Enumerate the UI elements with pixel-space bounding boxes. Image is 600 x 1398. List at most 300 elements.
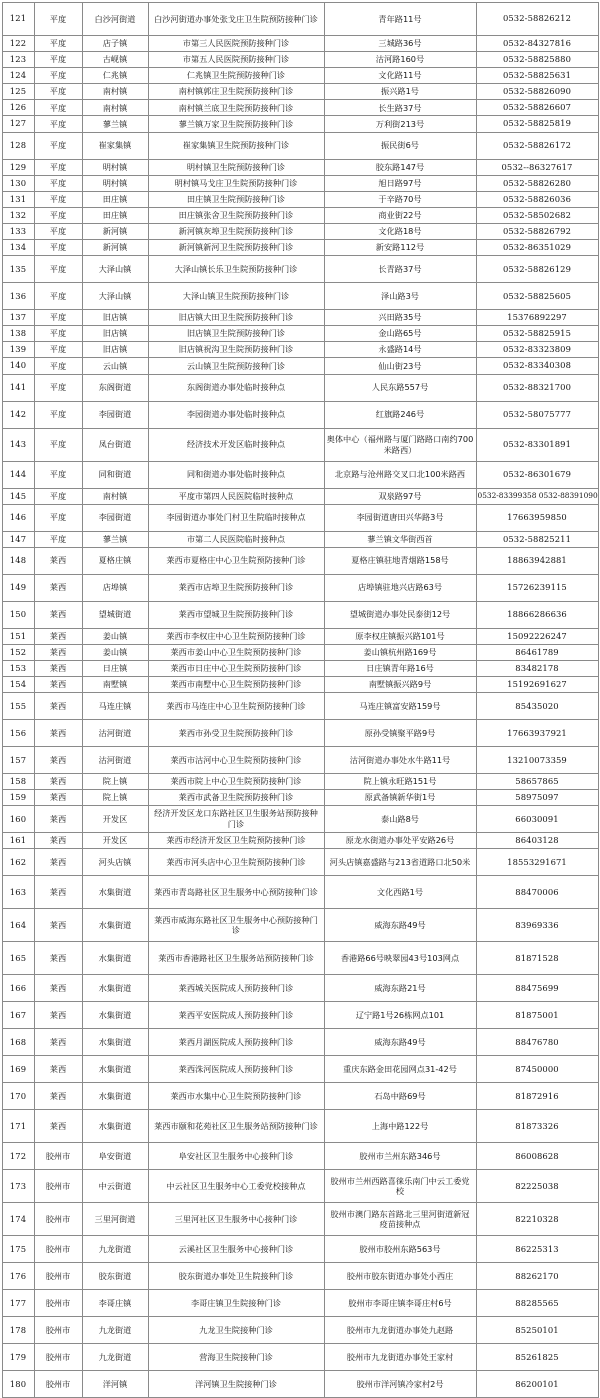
cell-address: 胶州市澳门路东首路北三里河街道新冠疫苗接种点 [324,1203,476,1236]
cell-clinic: 市第五人民医院预防接种门诊 [148,52,324,68]
cell-index: 132 [2,207,34,223]
cell-phone: 85250101 [476,1317,598,1344]
cell-district: 莱西 [34,1029,82,1056]
cell-district: 平度 [34,159,82,175]
cell-phone: 86461789 [476,644,598,660]
table-row [2,644,598,660]
cell-index: 136 [2,283,34,310]
cell-town: 明村镇 [82,175,148,191]
cell-district: 平度 [34,326,82,342]
cell-town: 姜山镇 [82,644,148,660]
cell-town: 大泽山镇 [82,283,148,310]
cell-district: 平度 [34,132,82,159]
cell-index: 138 [2,326,34,342]
table-row [2,1344,598,1371]
cell-address: 日庄镇青年路16号 [324,660,476,676]
cell-district: 莱西 [34,1083,82,1110]
vaccination-site-table [2,2,599,1398]
cell-address: 旭日路97号 [324,175,476,191]
table-row [2,132,598,159]
cell-address: 原武备镇新华街1号 [324,790,476,806]
cell-district: 莱西 [34,1056,82,1083]
cell-district: 平度 [34,283,82,310]
cell-index: 156 [2,720,34,747]
cell-address: 青年路11号 [324,3,476,36]
cell-district: 胶州市 [34,1344,82,1371]
cell-town: 旧店镇 [82,342,148,358]
cell-district: 莱西 [34,747,82,774]
cell-clinic: 云溪社区卫生服务中心接种门诊 [148,1236,324,1263]
table-row [2,676,598,692]
cell-address: 文化西路1号 [324,876,476,909]
cell-phone: 0532-83340308 [476,358,598,374]
cell-town: 南村镇 [82,100,148,116]
cell-phone: 0532-58826090 [476,84,598,100]
cell-index: 171 [2,1110,34,1143]
table-row [2,1317,598,1344]
cell-town: 南墅镇 [82,676,148,692]
cell-index: 158 [2,774,34,790]
cell-district: 平度 [34,401,82,428]
cell-phone: 15192691627 [476,676,598,692]
cell-index: 137 [2,310,34,326]
cell-clinic: 莱西市院上中心卫生院预防接种门诊 [148,774,324,790]
table-row [2,909,598,942]
table-row [2,223,598,239]
table-row [2,1029,598,1056]
cell-district: 莱西 [34,909,82,942]
cell-district: 平度 [34,358,82,374]
cell-address: 夏格庄镇驻地青烟路158号 [324,547,476,574]
cell-phone: 81875001 [476,1002,598,1029]
table-row [2,1203,598,1236]
table-row [2,207,598,223]
cell-index: 149 [2,574,34,601]
table-row [2,1263,598,1290]
cell-index: 128 [2,132,34,159]
cell-town: 日庄镇 [82,660,148,676]
cell-district: 平度 [34,52,82,68]
table-row [2,531,598,547]
cell-town: 河头店镇 [82,849,148,876]
cell-clinic: 莱西市马连庄中心卫生院预防接种门诊 [148,693,324,720]
table-row [2,461,598,488]
cell-index: 146 [2,504,34,531]
cell-district: 莱西 [34,849,82,876]
cell-address: 万利街213号 [324,116,476,132]
cell-clinic: 中云社区卫生服务中心工委党校接种点 [148,1170,324,1203]
cell-district: 莱西 [34,676,82,692]
cell-address: 店埠镇驻地兴店路63号 [324,574,476,601]
cell-phone: 0532-58825880 [476,52,598,68]
cell-phone: 86200101 [476,1371,598,1398]
cell-index: 168 [2,1029,34,1056]
cell-index: 139 [2,342,34,358]
cell-clinic: 莱西市夏格庄中心卫生院预防接种门诊 [148,547,324,574]
cell-clinic: 明村镇卫生院预防接种门诊 [148,159,324,175]
cell-address: 马连庄镇富安路159号 [324,693,476,720]
cell-phone: 0532-86351029 [476,240,598,256]
cell-clinic: 李园街道办事处门村卫生院临时接种点 [148,504,324,531]
cell-clinic: 大泽山镇长乐卫生院预防接种门诊 [148,256,324,283]
table-row [2,283,598,310]
table-row [2,774,598,790]
table-row [2,720,598,747]
cell-district: 莱西 [34,806,82,833]
table-row [2,374,598,401]
vaccination-table-container [0,2,600,1398]
cell-phone: 0532-83399358 0532-88391090 [476,488,598,504]
cell-town: 马连庄镇 [82,693,148,720]
cell-address: 振民街6号 [324,132,476,159]
cell-town: 云山镇 [82,358,148,374]
table-row [2,310,598,326]
cell-index: 178 [2,1317,34,1344]
table-row [2,1290,598,1317]
cell-town: 同和街道 [82,461,148,488]
cell-address: 文化路18号 [324,223,476,239]
cell-index: 131 [2,191,34,207]
cell-phone: 0532-58502682 [476,207,598,223]
table-row [2,1371,598,1398]
cell-address: 胶州市胶州东路563号 [324,1236,476,1263]
table-row [2,358,598,374]
cell-phone: 83969336 [476,909,598,942]
table-row [2,660,598,676]
cell-index: 144 [2,461,34,488]
cell-address: 永盛路14号 [324,342,476,358]
cell-phone: 0532-58826036 [476,191,598,207]
cell-index: 179 [2,1344,34,1371]
cell-index: 174 [2,1203,34,1236]
cell-district: 平度 [34,207,82,223]
cell-index: 154 [2,676,34,692]
cell-district: 平度 [34,488,82,504]
cell-clinic: 莱西市南墅中心卫生院预防接种门诊 [148,676,324,692]
cell-clinic: 明村镇马戈庄卫生院预防接种门诊 [148,175,324,191]
cell-district: 胶州市 [34,1236,82,1263]
cell-clinic: 旧店镇祝沟卫生院预防接种门诊 [148,342,324,358]
cell-district: 平度 [34,100,82,116]
cell-town: 田庄镇 [82,191,148,207]
cell-district: 平度 [34,428,82,461]
cell-phone: 0532-58826172 [476,132,598,159]
cell-clinic: 莱西洙河医院成人预防接种门诊 [148,1056,324,1083]
cell-phone: 0532-83323809 [476,342,598,358]
cell-clinic: 崔家集镇卫生院预防接种门诊 [148,132,324,159]
cell-clinic: 新河镇灰埠卫生院预防接种门诊 [148,223,324,239]
cell-clinic: 莱西市日庄中心卫生院预防接种门诊 [148,660,324,676]
cell-town: 九龙街道 [82,1344,148,1371]
cell-town: 新河镇 [82,223,148,239]
cell-index: 127 [2,116,34,132]
cell-index: 123 [2,52,34,68]
cell-address: 河头店镇嘉盛路与213省道路口北50米 [324,849,476,876]
cell-clinic: 莱西市香港路社区卫生服务站预防接种门诊 [148,942,324,975]
cell-index: 172 [2,1143,34,1170]
cell-clinic: 莱西市威海东路社区卫生服务中心预防接种门诊 [148,909,324,942]
cell-address: 院上镇永旺路151号 [324,774,476,790]
cell-clinic: 莱西市李权庄中心卫生院预防接种门诊 [148,628,324,644]
table-row [2,1056,598,1083]
cell-address: 胶州市李哥庄镇李哥庄村6号 [324,1290,476,1317]
cell-district: 莱西 [34,574,82,601]
cell-district: 莱西 [34,942,82,975]
cell-clinic: 市第二人民医院临时接种点 [148,531,324,547]
cell-address: 胶州市洋河镇冷家村2号 [324,1371,476,1398]
cell-district: 莱西 [34,790,82,806]
cell-address: 长青路37号 [324,256,476,283]
table-row [2,693,598,720]
cell-town: 开发区 [82,806,148,833]
cell-address: 泰山路8号 [324,806,476,833]
table-body [2,3,598,1398]
cell-clinic: 莱西市青岛路社区卫生服务中心预防接种门诊 [148,876,324,909]
cell-phone: 81872916 [476,1083,598,1110]
cell-address: 望城街道办事处民泰街12号 [324,601,476,628]
cell-index: 129 [2,159,34,175]
cell-index: 165 [2,942,34,975]
cell-town: 店子镇 [82,36,148,52]
cell-clinic: 莱西市颐和花苑社区卫生服务站预防接种门诊 [148,1110,324,1143]
cell-town: 水集街道 [82,975,148,1002]
cell-district: 莱西 [34,833,82,849]
cell-town: 中云街道 [82,1170,148,1203]
table-row [2,342,598,358]
cell-index: 161 [2,833,34,849]
cell-phone: 83482178 [476,660,598,676]
cell-index: 145 [2,488,34,504]
cell-clinic: 莱西平安医院成人预防接种门诊 [148,1002,324,1029]
cell-address: 姜山镇杭州路169号 [324,644,476,660]
cell-clinic: 仁兆镇卫生院预防接种门诊 [148,68,324,84]
cell-town: 院上镇 [82,790,148,806]
cell-town: 旧店镇 [82,310,148,326]
table-row [2,601,598,628]
cell-index: 170 [2,1083,34,1110]
cell-town: 明村镇 [82,159,148,175]
cell-district: 莱西 [34,547,82,574]
cell-address: 胶州市兰州西路喜徕乐南门中云工委党校 [324,1170,476,1203]
table-row [2,975,598,1002]
cell-town: 古岘镇 [82,52,148,68]
table-row [2,1143,598,1170]
cell-clinic: 莱西市沽河中心卫生院预防接种门诊 [148,747,324,774]
cell-address: 石岛中路69号 [324,1083,476,1110]
cell-address: 文化路11号 [324,68,476,84]
cell-address: 泽山路3号 [324,283,476,310]
cell-index: 160 [2,806,34,833]
cell-town: 三里河街道 [82,1203,148,1236]
cell-address: 沽河路160号 [324,52,476,68]
table-row [2,747,598,774]
cell-index: 153 [2,660,34,676]
cell-phone: 86403128 [476,833,598,849]
cell-phone: 88476780 [476,1029,598,1056]
cell-address: 胶州市九龙街道办事处王家村 [324,1344,476,1371]
table-row [2,547,598,574]
cell-phone: 18863942881 [476,547,598,574]
cell-address: 于辛路70号 [324,191,476,207]
table-row [2,942,598,975]
cell-district: 平度 [34,191,82,207]
cell-index: 148 [2,547,34,574]
cell-index: 177 [2,1290,34,1317]
cell-phone: 0532-58826212 [476,3,598,36]
cell-index: 169 [2,1056,34,1083]
table-row [2,3,598,36]
cell-phone: 0532-58825211 [476,531,598,547]
table-row [2,1002,598,1029]
cell-address: 李园街道唐田兴华路3号 [324,504,476,531]
table-row [2,116,598,132]
cell-index: 130 [2,175,34,191]
cell-district: 平度 [34,116,82,132]
cell-town: 开发区 [82,833,148,849]
cell-phone: 0532-58826607 [476,100,598,116]
cell-index: 142 [2,401,34,428]
cell-district: 莱西 [34,660,82,676]
cell-clinic: 莱西月湖医院成人预防接种门诊 [148,1029,324,1056]
cell-phone: 88470006 [476,876,598,909]
cell-town: 东阁街道 [82,374,148,401]
cell-phone: 88475699 [476,975,598,1002]
cell-district: 莱西 [34,1110,82,1143]
table-row [2,401,598,428]
table-row [2,574,598,601]
cell-index: 147 [2,531,34,547]
cell-phone: 0532-58825915 [476,326,598,342]
cell-index: 162 [2,849,34,876]
table-row [2,504,598,531]
cell-phone: 0532-58825605 [476,283,598,310]
cell-district: 平度 [34,68,82,84]
cell-district: 平度 [34,256,82,283]
cell-clinic: 云山镇卫生院预防接种门诊 [148,358,324,374]
cell-town: 九龙街道 [82,1236,148,1263]
table-row [2,100,598,116]
cell-clinic: 莱西城关医院成人预防接种门诊 [148,975,324,1002]
cell-district: 莱西 [34,1002,82,1029]
cell-town: 水集街道 [82,1002,148,1029]
cell-town: 水集街道 [82,876,148,909]
table-row [2,36,598,52]
table-row [2,1110,598,1143]
cell-district: 莱西 [34,628,82,644]
cell-town: 李园街道 [82,504,148,531]
cell-town: 水集街道 [82,1056,148,1083]
table-row [2,159,598,175]
cell-town: 望城街道 [82,601,148,628]
cell-index: 152 [2,644,34,660]
cell-town: 沽河街道 [82,720,148,747]
cell-phone: 87450000 [476,1056,598,1083]
cell-phone: 17663959850 [476,504,598,531]
cell-district: 胶州市 [34,1371,82,1398]
cell-town: 旧店镇 [82,326,148,342]
cell-district: 莱西 [34,774,82,790]
cell-district: 胶州市 [34,1290,82,1317]
cell-town: 洋河镇 [82,1371,148,1398]
cell-town: 仁兆镇 [82,68,148,84]
cell-district: 胶州市 [34,1263,82,1290]
cell-town: 大泽山镇 [82,256,148,283]
cell-district: 平度 [34,310,82,326]
cell-town: 凤台街道 [82,428,148,461]
cell-address: 原李权庄镇振兴路101号 [324,628,476,644]
cell-district: 平度 [34,240,82,256]
cell-district: 莱西 [34,876,82,909]
cell-district: 平度 [34,504,82,531]
cell-address: 新安路112号 [324,240,476,256]
cell-address: 三城路36号 [324,36,476,52]
cell-phone: 15092226247 [476,628,598,644]
cell-district: 莱西 [34,601,82,628]
cell-address: 重庆东路金田花园网点31-42号 [324,1056,476,1083]
cell-index: 122 [2,36,34,52]
cell-address: 威海东路49号 [324,909,476,942]
cell-address: 双泉路97号 [324,488,476,504]
cell-index: 157 [2,747,34,774]
table-row [2,1083,598,1110]
cell-clinic: 旧店镇卫生院预防接种门诊 [148,326,324,342]
cell-index: 159 [2,790,34,806]
cell-index: 167 [2,1002,34,1029]
cell-clinic: 蓼兰镇万家卫生院预防接种门诊 [148,116,324,132]
cell-phone: 0532-58826280 [476,175,598,191]
cell-district: 平度 [34,342,82,358]
cell-clinic: 莱西市水集中心卫生院预防接种门诊 [148,1083,324,1110]
cell-address: 威海东路21号 [324,975,476,1002]
table-row [2,1236,598,1263]
cell-clinic: 莱西市店埠卫生院预防接种门诊 [148,574,324,601]
cell-index: 175 [2,1236,34,1263]
cell-phone: 0532-58825631 [476,68,598,84]
cell-phone: 66030091 [476,806,598,833]
cell-clinic: 白沙河街道办事处张戈庄卫生院预防接种门诊 [148,3,324,36]
table-row [2,326,598,342]
table-row [2,52,598,68]
table-row [2,256,598,283]
cell-clinic: 旧店镇大田卫生院预防接种门诊 [148,310,324,326]
cell-phone: 18553291671 [476,849,598,876]
table-row [2,175,598,191]
cell-phone: 86225313 [476,1236,598,1263]
cell-town: 李园街道 [82,401,148,428]
cell-phone: 58975097 [476,790,598,806]
cell-address: 南墅镇振兴路9号 [324,676,476,692]
cell-district: 平度 [34,84,82,100]
cell-phone: 88262170 [476,1263,598,1290]
cell-town: 沽河街道 [82,747,148,774]
cell-clinic: 莱西市望城卫生院预防接种门诊 [148,601,324,628]
cell-district: 平度 [34,36,82,52]
cell-index: 124 [2,68,34,84]
cell-phone: 0532-58825819 [476,116,598,132]
cell-index: 166 [2,975,34,1002]
cell-town: 水集街道 [82,1083,148,1110]
cell-town: 姜山镇 [82,628,148,644]
cell-index: 180 [2,1371,34,1398]
table-row [2,428,598,461]
cell-address: 商业街22号 [324,207,476,223]
cell-district: 胶州市 [34,1170,82,1203]
cell-phone: 0532-83301891 [476,428,598,461]
cell-phone: 0532-58075777 [476,401,598,428]
table-row [2,876,598,909]
cell-district: 平度 [34,3,82,36]
table-row [2,84,598,100]
